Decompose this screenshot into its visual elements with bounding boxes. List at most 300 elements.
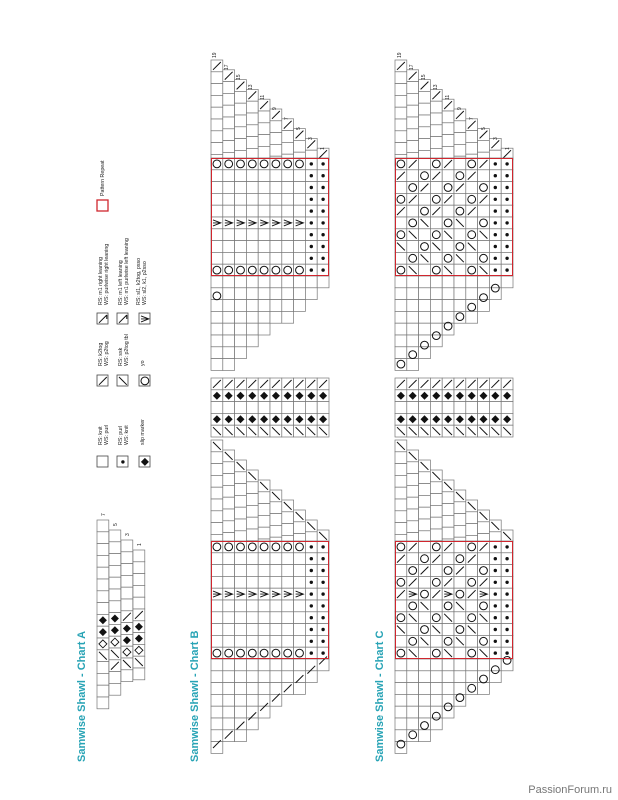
chart-cell bbox=[317, 276, 329, 288]
chart-cell bbox=[235, 484, 247, 496]
chart-cell bbox=[223, 105, 235, 117]
chart-cell bbox=[395, 300, 407, 312]
chart-cell bbox=[246, 113, 258, 125]
chart-cell bbox=[282, 659, 294, 671]
chart-cell bbox=[478, 659, 490, 671]
chart-cell bbox=[97, 673, 109, 685]
chart-cell bbox=[258, 402, 270, 414]
chart-c-repeat-box-bottom bbox=[395, 541, 513, 659]
chart-cell bbox=[258, 146, 270, 158]
chart-cell bbox=[270, 144, 282, 156]
chart-cell bbox=[442, 527, 454, 539]
chart-cell bbox=[419, 103, 431, 115]
row-number: 11 bbox=[260, 94, 266, 100]
legend-sk2p-rs: RS: sl1, k2tog, psso bbox=[136, 257, 142, 305]
chart-cell bbox=[430, 311, 442, 323]
chart-cell bbox=[121, 552, 133, 564]
chart-cell bbox=[223, 323, 235, 335]
chart-cell bbox=[223, 347, 235, 359]
chart-cell bbox=[478, 276, 490, 288]
chart-cell bbox=[211, 523, 223, 535]
chart-cell bbox=[407, 718, 419, 730]
chart-cell bbox=[466, 311, 478, 323]
chart-cell bbox=[223, 117, 235, 129]
chart-cell bbox=[454, 683, 466, 695]
chart-cell bbox=[235, 402, 247, 414]
chart-cell bbox=[133, 597, 145, 609]
row-number: 9 bbox=[457, 107, 463, 110]
chart-cell bbox=[258, 111, 270, 123]
chart-cell bbox=[282, 288, 294, 300]
chart-cell bbox=[258, 492, 270, 504]
chart-cell bbox=[121, 540, 133, 552]
chart-cell bbox=[211, 706, 223, 718]
chart-cell bbox=[419, 671, 431, 683]
chart-cell bbox=[223, 694, 235, 706]
chart-cell bbox=[430, 402, 442, 414]
chart-cell bbox=[211, 683, 223, 695]
chart-cell bbox=[97, 544, 109, 556]
chart-cell bbox=[442, 504, 454, 516]
chart-cell bbox=[395, 523, 407, 535]
chart-cell bbox=[109, 601, 121, 613]
chart-cell bbox=[211, 84, 223, 96]
chart-cell bbox=[133, 585, 145, 597]
chart-cell bbox=[211, 119, 223, 131]
chart-cell bbox=[211, 464, 223, 476]
chart-cell bbox=[430, 671, 442, 683]
chart-cell bbox=[235, 495, 247, 507]
chart-cell bbox=[489, 276, 501, 288]
legend-m1r-rs: RS: m1 right leaning bbox=[98, 257, 104, 305]
legend-k2tog-ws: WS: p2tog bbox=[104, 341, 110, 366]
row-number: 13 bbox=[433, 84, 439, 90]
row-number: 1 bbox=[137, 543, 143, 546]
chart-cell bbox=[419, 706, 431, 718]
chart-cell bbox=[454, 133, 466, 145]
chart-cell bbox=[395, 323, 407, 335]
chart-cell bbox=[395, 84, 407, 96]
chart-cell bbox=[270, 683, 282, 695]
chart-cell bbox=[223, 474, 235, 486]
chart-cell bbox=[223, 521, 235, 533]
chart-cell bbox=[133, 562, 145, 574]
row-number: 13 bbox=[248, 84, 254, 90]
chart-cell bbox=[235, 91, 247, 103]
chart-cell bbox=[489, 671, 501, 683]
chart-cell bbox=[305, 288, 317, 300]
chart-cell bbox=[395, 119, 407, 131]
chart-cell bbox=[419, 139, 431, 151]
chart-cell bbox=[133, 574, 145, 586]
chart-cell bbox=[223, 300, 235, 312]
row-number: 7 bbox=[469, 117, 475, 120]
chart-cell bbox=[270, 525, 282, 537]
chart-cell bbox=[419, 519, 431, 531]
row-number: 7 bbox=[284, 117, 290, 120]
chart-cell bbox=[211, 511, 223, 523]
chart-cell bbox=[97, 567, 109, 579]
chart-cell bbox=[235, 311, 247, 323]
chart-cell bbox=[454, 514, 466, 526]
chart-cell bbox=[407, 659, 419, 671]
chart-cell bbox=[430, 113, 442, 125]
chart-cell bbox=[211, 347, 223, 359]
chart-cell bbox=[430, 125, 442, 137]
row-number: 3 bbox=[125, 533, 131, 536]
chart-cell bbox=[454, 659, 466, 671]
chart-cell bbox=[246, 276, 258, 288]
chart-cell bbox=[211, 143, 223, 155]
chart-cell bbox=[235, 127, 247, 139]
chart-c-title: Samwise Shawl - Chart C bbox=[374, 630, 386, 762]
chart-cell bbox=[442, 515, 454, 527]
chart-cell bbox=[270, 121, 282, 133]
chart-cell bbox=[442, 288, 454, 300]
chart-cell bbox=[430, 683, 442, 695]
row-number: 19 bbox=[397, 52, 403, 58]
chart-cell bbox=[246, 494, 258, 506]
chart-cell bbox=[407, 300, 419, 312]
chart-cell bbox=[109, 683, 121, 695]
chart-cell bbox=[442, 300, 454, 312]
chart-cell bbox=[223, 671, 235, 683]
chart-cell bbox=[430, 494, 442, 506]
chart-cell bbox=[121, 599, 133, 611]
chart-cell bbox=[282, 300, 294, 312]
chart-cell bbox=[395, 95, 407, 107]
chart-cell bbox=[407, 335, 419, 347]
chart-cell bbox=[246, 288, 258, 300]
chart-cell bbox=[407, 141, 419, 153]
chart-cell bbox=[211, 359, 223, 371]
chart-cell bbox=[430, 276, 442, 288]
chart-cell bbox=[294, 140, 306, 152]
chart-cell bbox=[442, 135, 454, 147]
chart-cell bbox=[442, 123, 454, 135]
chart-cell bbox=[223, 141, 235, 153]
chart-cell bbox=[407, 117, 419, 129]
chart-cell bbox=[235, 323, 247, 335]
chart-cell bbox=[246, 101, 258, 113]
chart-cell bbox=[133, 668, 145, 680]
legend-repeat-swatch bbox=[97, 200, 108, 211]
legend-marker: slip marker bbox=[140, 419, 146, 445]
chart-cell bbox=[419, 683, 431, 695]
chart-cell bbox=[235, 730, 247, 742]
chart-cell bbox=[97, 520, 109, 532]
chart-cell bbox=[211, 718, 223, 730]
chart-cell bbox=[223, 335, 235, 347]
row-number: 1 bbox=[505, 147, 511, 150]
chart-cell bbox=[454, 402, 466, 414]
chart-cell bbox=[246, 402, 258, 414]
chart-cell bbox=[235, 300, 247, 312]
chart-cell bbox=[305, 402, 317, 414]
chart-cell bbox=[395, 107, 407, 119]
chart-cell bbox=[258, 671, 270, 683]
chart-cell bbox=[419, 507, 431, 519]
chart-cell bbox=[258, 288, 270, 300]
chart-cell bbox=[419, 495, 431, 507]
row-number: 17 bbox=[224, 64, 230, 70]
chart-cell bbox=[407, 402, 419, 414]
row-number: 9 bbox=[272, 107, 278, 110]
chart-cell bbox=[211, 72, 223, 84]
chart-cell bbox=[466, 288, 478, 300]
chart-cell bbox=[235, 115, 247, 127]
chart-cell bbox=[211, 335, 223, 347]
chart-cell bbox=[294, 288, 306, 300]
row-number: 15 bbox=[236, 74, 242, 80]
chart-cell bbox=[419, 127, 431, 139]
chart-cell bbox=[294, 276, 306, 288]
chart-cell bbox=[258, 323, 270, 335]
chart-cell bbox=[109, 530, 121, 542]
chart-cell bbox=[478, 140, 490, 152]
chart-cell bbox=[258, 123, 270, 135]
chart-cell bbox=[235, 706, 247, 718]
row-number: 3 bbox=[493, 137, 499, 140]
chart-cell bbox=[430, 694, 442, 706]
chart-cell bbox=[419, 484, 431, 496]
chart-cell bbox=[430, 137, 442, 149]
chart-cell bbox=[97, 532, 109, 544]
chart-cell bbox=[395, 72, 407, 84]
chart-cell bbox=[235, 139, 247, 151]
chart-cell bbox=[97, 685, 109, 697]
chart-cell bbox=[258, 659, 270, 671]
chart-cell bbox=[211, 499, 223, 511]
chart-cell bbox=[395, 464, 407, 476]
chart-cell bbox=[294, 659, 306, 671]
row-number: 11 bbox=[445, 94, 451, 100]
chart-cell bbox=[466, 402, 478, 414]
chart-cell bbox=[97, 697, 109, 709]
chart-cell bbox=[478, 671, 490, 683]
row-number: 3 bbox=[308, 137, 314, 140]
legend-yo: yo bbox=[140, 360, 146, 366]
chart-cell bbox=[211, 107, 223, 119]
chart-cell bbox=[466, 659, 478, 671]
chart-cell bbox=[395, 347, 407, 359]
chart-cell bbox=[395, 671, 407, 683]
chart-cell bbox=[442, 671, 454, 683]
chart-cell bbox=[305, 276, 317, 288]
chart-cell bbox=[395, 487, 407, 499]
chart-cell bbox=[454, 300, 466, 312]
chart-cell bbox=[466, 671, 478, 683]
legend-m1l-ws: WS: m1 purlwise left leaning bbox=[124, 238, 130, 305]
chart-cell bbox=[235, 347, 247, 359]
chart-cell bbox=[235, 519, 247, 531]
chart-cell bbox=[223, 509, 235, 521]
chart-a-title: Samwise Shawl - Chart A bbox=[76, 630, 88, 762]
legend-swatch bbox=[97, 456, 108, 467]
chart-cell bbox=[419, 730, 431, 742]
chart-cell bbox=[258, 276, 270, 288]
chart-cell bbox=[270, 300, 282, 312]
chart-cell bbox=[407, 323, 419, 335]
chart-cell bbox=[407, 276, 419, 288]
chart-cell bbox=[258, 300, 270, 312]
chart-cell bbox=[430, 517, 442, 529]
chart-cell bbox=[211, 131, 223, 143]
chart-cell bbox=[395, 475, 407, 487]
chart-cell bbox=[97, 579, 109, 591]
chart-cell bbox=[478, 522, 490, 534]
legend-repeat: Pattern Repeat bbox=[100, 160, 106, 196]
chart-cell bbox=[282, 671, 294, 683]
chart-cell bbox=[442, 694, 454, 706]
chart-cell bbox=[407, 497, 419, 509]
chart-cell bbox=[419, 300, 431, 312]
chart-cell bbox=[294, 683, 306, 695]
chart-cell bbox=[109, 554, 121, 566]
legend-purl-rs: RS: purl bbox=[118, 425, 124, 445]
chart-cell bbox=[454, 525, 466, 537]
chart-cell bbox=[223, 311, 235, 323]
chart-cell bbox=[235, 103, 247, 115]
chart-cell bbox=[246, 517, 258, 529]
chart-cell bbox=[211, 487, 223, 499]
chart-cell bbox=[294, 522, 306, 534]
chart-cell bbox=[258, 135, 270, 147]
chart-cell bbox=[466, 524, 478, 536]
chart-cell bbox=[430, 659, 442, 671]
chart-cell bbox=[407, 347, 419, 359]
chart-cell bbox=[235, 288, 247, 300]
chart-cell bbox=[282, 311, 294, 323]
watermark: PassionForum.ru bbox=[528, 784, 612, 796]
chart-cell bbox=[235, 718, 247, 730]
chart-cell bbox=[270, 502, 282, 514]
chart-cell bbox=[407, 93, 419, 105]
chart-cell bbox=[454, 276, 466, 288]
chart-cell bbox=[97, 603, 109, 615]
chart-cell bbox=[97, 555, 109, 567]
chart-cell bbox=[419, 91, 431, 103]
chart-cell bbox=[121, 587, 133, 599]
chart-cell bbox=[211, 300, 223, 312]
chart-cell bbox=[223, 659, 235, 671]
chart-b-repeat-box-bottom bbox=[211, 541, 329, 659]
chart-cell bbox=[211, 475, 223, 487]
chart-cell bbox=[223, 276, 235, 288]
chart-cell bbox=[223, 730, 235, 742]
chart-cell bbox=[246, 482, 258, 494]
chart-cell bbox=[419, 718, 431, 730]
row-number: 1 bbox=[320, 147, 326, 150]
chart-cell bbox=[407, 105, 419, 117]
chart-cell bbox=[454, 144, 466, 156]
chart-cell bbox=[235, 683, 247, 695]
chart-cell bbox=[442, 683, 454, 695]
row-number: 17 bbox=[409, 64, 415, 70]
chart-cell bbox=[407, 485, 419, 497]
chart-cell bbox=[211, 323, 223, 335]
chart-cell bbox=[395, 683, 407, 695]
legend-knit-rs: RS: knit bbox=[98, 426, 104, 445]
row-number: 19 bbox=[212, 52, 218, 58]
legend-ssk-ws: WS: p2tog tbl bbox=[124, 334, 130, 366]
row-number: 5 bbox=[113, 523, 119, 526]
chart-cell bbox=[442, 311, 454, 323]
chart-cell bbox=[395, 288, 407, 300]
chart-cell bbox=[246, 694, 258, 706]
chart-cell bbox=[407, 509, 419, 521]
chart-cell bbox=[258, 515, 270, 527]
chart-cell bbox=[442, 146, 454, 158]
chart-cell bbox=[97, 591, 109, 603]
chart-cell bbox=[246, 505, 258, 517]
chart-cell bbox=[466, 512, 478, 524]
chart-cell bbox=[489, 402, 501, 414]
chart-cell bbox=[430, 482, 442, 494]
chart-cell bbox=[223, 402, 235, 414]
chart-cell bbox=[395, 718, 407, 730]
chart-cell bbox=[211, 402, 223, 414]
legend-ssk-rs: RS: ssk bbox=[118, 347, 124, 366]
chart-cell bbox=[442, 111, 454, 123]
chart-cell bbox=[442, 492, 454, 504]
chart-cell bbox=[109, 542, 121, 554]
chart-cell bbox=[501, 402, 513, 414]
chart-cell bbox=[121, 575, 133, 587]
chart-cell bbox=[223, 706, 235, 718]
chart-cell bbox=[223, 497, 235, 509]
chart-cell bbox=[454, 671, 466, 683]
chart-cell bbox=[235, 694, 247, 706]
chart-cell bbox=[430, 323, 442, 335]
chart-cell bbox=[294, 402, 306, 414]
chart-cell bbox=[454, 121, 466, 133]
chart-cell bbox=[258, 683, 270, 695]
chart-cell bbox=[223, 129, 235, 141]
purl-symbol bbox=[121, 460, 124, 463]
chart-cell bbox=[270, 514, 282, 526]
row-number: 5 bbox=[481, 127, 487, 130]
chart-cell bbox=[109, 577, 121, 589]
chart-cell bbox=[235, 276, 247, 288]
chart-cell bbox=[270, 133, 282, 145]
chart-cell bbox=[478, 402, 490, 414]
chart-cell bbox=[258, 694, 270, 706]
chart-cell bbox=[407, 706, 419, 718]
chart-cell bbox=[294, 671, 306, 683]
chart-cell bbox=[211, 288, 223, 300]
chart-cell bbox=[442, 276, 454, 288]
chart-cell bbox=[246, 335, 258, 347]
chart-cell bbox=[466, 300, 478, 312]
chart-cell bbox=[419, 115, 431, 127]
chart-cell bbox=[430, 288, 442, 300]
chart-cell bbox=[258, 504, 270, 516]
chart-cell bbox=[270, 311, 282, 323]
chart-cell bbox=[97, 662, 109, 674]
chart-cell bbox=[223, 359, 235, 371]
chart-cell bbox=[211, 742, 223, 754]
chart-cell bbox=[317, 402, 329, 414]
chart-cell bbox=[223, 462, 235, 474]
chart-cell bbox=[395, 706, 407, 718]
legend-swatch bbox=[97, 375, 108, 386]
chart-cell bbox=[407, 359, 419, 371]
row-number: 7 bbox=[101, 513, 107, 516]
chart-cell bbox=[258, 311, 270, 323]
chart-cell bbox=[246, 323, 258, 335]
chart-cell bbox=[121, 564, 133, 576]
